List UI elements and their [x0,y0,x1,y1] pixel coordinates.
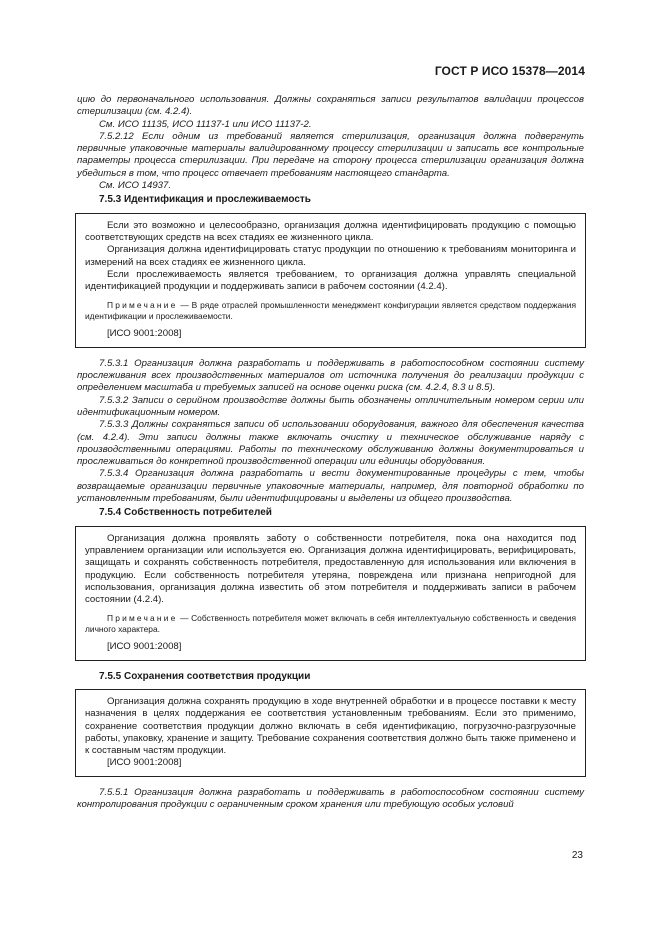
section-heading: 7.5.3 Идентификация и прослеживаемость [99,194,311,206]
paragraph: 7.5.2.12 Если одним из требований является стерилизация, организация должна подвергнуть первичные упаковочные материалы валидированному процессу стерилизации и записать все контрольные параметры процесса стерилизации. При передаче на сторону процесса стерилизации организация должна убедиться в том, что процесс отвечает требованиям настоящего стандарта. [77,130,584,179]
section-heading: 7.5.4 Собственность потребителей [99,507,272,519]
note [85,300,576,322]
document-body [77,94,584,811]
paragraph: См. ИСО 14937. [99,180,171,192]
note [85,613,576,635]
document-header: ГОСТ Р ИСО 15378—2014 [434,64,585,78]
paragraph: цию до первоначального использования. Должны сохраняться записи результатов валидации процессов стерилизации (см. 4.2.4). [77,94,584,118]
paragraph: 7.5.5.1 Организация должна разработать и поддерживать в работоспособном состоянии систему контролирования продукции с ограниченным сроком хранения или требующую особых условий [77,786,584,811]
page-number: 23 [571,850,583,861]
paragraph: 7.5.3.3 Должны сохраняться записи об использовании оборудования, важного для обеспечения качества (см. 4.2.4). Эти записи должны также включать очистку и техническое обслуживание наряду с производственными операциями. Работы по техническому обслуживанию должны документироваться и прослеживаться до конкретной производственной операции или единицы оборудования. [77,419,584,468]
iso-quote-box [75,526,586,661]
paragraph: 7.5.3.1 Организация должна разработать и поддерживать в работоспособном состоянии систему прослеживания всех производственных материалов от источника получения до реализации продукции с определением масштаба и требуемых записей на основе оценки риска (см. 4.2.4, 8.3 и 8.5). [77,357,584,394]
paragraph: Если это возможно и целесообразно, организация должна идентифицировать продукцию с помощью соответствующих средств на всех стадиях ее жизненного цикла. [85,219,576,243]
paragraph: 7.5.3.2 Записи о серийном производстве должны быть обозначены отличительным номером серии или идентификационным номером. [77,394,584,418]
note-text: — Собственность потребителя может включать в себя интеллектуальную собственность и сведения личного характера. [85,613,576,635]
reference: [ИСО 9001:2008] [107,641,182,653]
paragraph: Организация должна проявлять заботу о собственности потребителя, пока она находится под управлением организации или используется ею. Организация должна идентифицировать, верифицировать, защищать и сохранять собственность потребителя, предоставленную для использования или включения в продукцию. Если собственность потребителя утеряна, повреждена или признана непригодной для использования, организация должна известить об этом потребителя и поддерживать записи в рабочем состоянии (4.2.4). [85,532,576,606]
iso-quote-box [75,689,586,777]
note-label: Примечание [107,613,178,624]
section-heading: 7.5.5 Сохранения соответствия продукции [99,670,311,682]
paragraph: 7.5.3.4 Организация должна разработать и вести документированные процедуры с тем, чтобы возвращаемые организации первичные упаковочные материалы, например, для повторной обработки по установленным требованиям, были идентифицированы и выделены из общего производства. [77,468,584,505]
note-label: Примечание [107,300,178,311]
paragraph: Если прослеживаемость является требованием, то организация должна управлять специальной идентификацией продукции и поддерживать записи в рабочем состоянии (4.2.4). [85,268,576,293]
paragraph: Организация должна идентифицировать статус продукции по отношению к требованиям мониторинга и измерений на всех стадиях ее жизненного цикла. [85,244,576,268]
reference: [ИСО 9001:2008] [107,328,182,340]
paragraph: Организация должна сохранять продукцию в ходе внутренней обработки и в процессе поставки к месту назначения в целях поддержания ее соответствия установленным требованиям. Если это применимо, сохранение соответствия продукции должно включать в себя идентификацию, погрузочно-разгрузочные работы, упаковку, хранение и защиту. Требование сохранения соответствия должно быть также применено и к составным частям продукции. [85,695,576,757]
iso-quote-box [75,213,586,348]
note-text: — В ряде отраслей промышленности менеджмент конфигурации является средством поддержания идентификации и прослеживаемости. [85,300,576,322]
reference: [ИСО 9001:2008] [107,757,182,769]
paragraph: См. ИСО 11135, ИСО 11137-1 или ИСО 11137-2. [99,118,312,130]
